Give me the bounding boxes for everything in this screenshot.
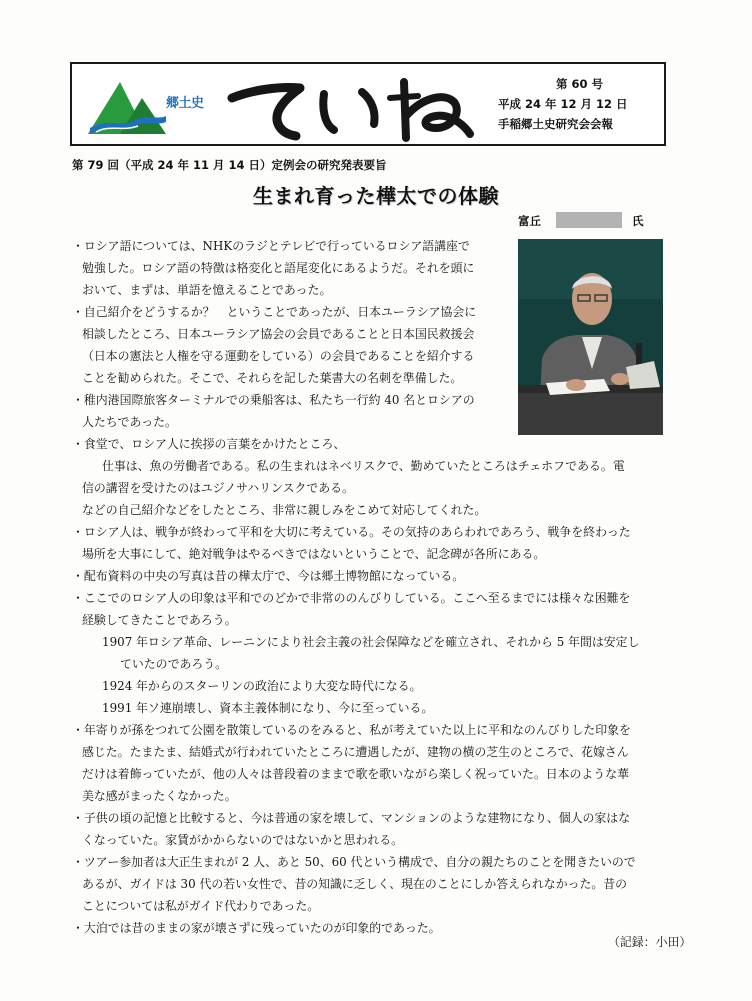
masthead-title <box>222 72 492 144</box>
body-line: 経験してきたことであろう。 <box>82 613 237 627</box>
body-line: 美な感がまったくなかった。 <box>82 789 237 803</box>
publisher: 手稲郷土史研究会会報 <box>498 117 613 131</box>
body-line: ・大泊では昔のままの家が壊さずに残っていたのが印象的であった。 <box>72 921 441 935</box>
body-line: ・ロシア語については、NHKのラジとテレビで行っているロシア語講座で <box>72 239 470 253</box>
author-name-redaction <box>556 212 622 228</box>
body-line: ことについては私がガイド代わりであった。 <box>82 899 320 913</box>
logo-label: 郷土史 <box>166 96 204 111</box>
body-line: ・ツアー参加者は大正生まれが 2 人、あと 50、60 代という構成で、自分の親たちのことを聞きたいので <box>72 855 636 869</box>
body-line: ・子供の頃の記憶と比較すると、今は普通の家を壊して、マンションのような建物になり、個人の家はな <box>72 811 631 825</box>
body-line: 人たちであった。 <box>82 415 177 429</box>
body-line: ・稚内港国際旅客ターミナルでの乗船客は、私たち一行約 40 名とロシアの <box>72 393 475 407</box>
body-line: 1907 年ロシア革命、レーニンにより社会主義の社会保障などを確立され、それから 5 年間は安定し <box>102 635 640 649</box>
record-credit: （記録：小田） <box>608 935 692 949</box>
body-line: ・配布資料の中央の写真は昔の樺太庁で、今は郷土博物館になっている。 <box>72 569 465 583</box>
body-line: 場所を大事にして、絶対戦争はやるべきではないということで、記念碑が各所にある。 <box>82 547 546 561</box>
masthead-calligraphy-icon <box>222 72 492 144</box>
body-line: 信の講習を受けたのはユジノサハリンスクである。 <box>82 481 354 495</box>
body-line: 感じた。たまたま、結婚式が行われていたところに遭遇したが、建物の横の芝生のところで、花嫁さん <box>82 745 629 759</box>
body-line: あるが、ガイドは 30 代の若い女性で、昔の知識に乏しく、現在のことにしか答えられなかった。昔の <box>82 877 628 891</box>
article-body <box>72 235 682 939</box>
body-line: ・ロシア人は、戦争が終わって平和を大切に考えている。その気持のあらわれであろう、戦争を終わった <box>72 525 631 539</box>
issue-date: 平成 24 年 12 月 12 日 <box>498 97 628 111</box>
body-line: ・自己紹介をどうするか？ ということであったが、日本ユーラシア協会に <box>72 305 477 319</box>
body-line: ことを勧められた。そこで、それらを記した葉書大の名刺を準備した。 <box>82 371 463 385</box>
article-subtitle: 第 79 回（平成 24 年 11 月 14 日）定例会の研究発表要旨 <box>72 158 387 172</box>
author-suffix: 氏 <box>632 214 644 228</box>
body-line: などの自己紹介などをしたところ、非常に親しみをこめて対応してくれた。 <box>82 503 487 517</box>
body-line: おいて、まずは、単語を憶えることであった。 <box>82 283 332 297</box>
body-line: ・年寄りが孫をつれて公園を散策しているのをみると、私が考えていた以上に平和なのんびりした印象を <box>72 723 631 737</box>
body-line: 勉強した。ロシア語の特徴は格変化と語尾変化にあるようだ。それを頭に <box>82 261 475 275</box>
issue-info <box>498 74 658 134</box>
author-prefix: 富丘 <box>518 214 541 228</box>
body-line: 1924 年からのスターリンの政治により大変な時代になる。 <box>102 679 422 693</box>
body-line: 相談したところ、日本ユーラシア協会の会員であることと日本国民救援会 <box>82 327 475 341</box>
article-title: 生まれ育った樺太での体験 <box>253 184 499 208</box>
body-line: ていたのであろう。 <box>120 657 228 671</box>
body-line: ・ここでのロシア人の印象は平和でのどかで非常ののんびりしている。ここへ至るまでには様々な困難を <box>72 591 631 605</box>
body-line: くなっていた。家賃がかからないのではないかと思われる。 <box>82 833 404 847</box>
body-line: 仕事は、魚の労働者である。私の生まれはネベリスクで、勤めていたところはチェホフである。電 <box>102 459 625 473</box>
body-line: 1991 年ソ連崩壊し、資本主義体制になり、今に至っている。 <box>102 701 434 715</box>
mountain-logo-icon <box>86 76 168 138</box>
issue-number: 第 60 号 <box>556 77 604 91</box>
body-line: （日本の憲法と人権を守る運動をしている）の会員であることを紹介する <box>82 349 475 363</box>
body-line: ・食堂で、ロシア人に挨拶の言葉をかけたところ、 <box>72 437 346 451</box>
body-line: だけは着飾っていたが、他の人々は普段着のままで歌を歌いながら楽しく祝っていた。日本のような華 <box>82 767 629 781</box>
